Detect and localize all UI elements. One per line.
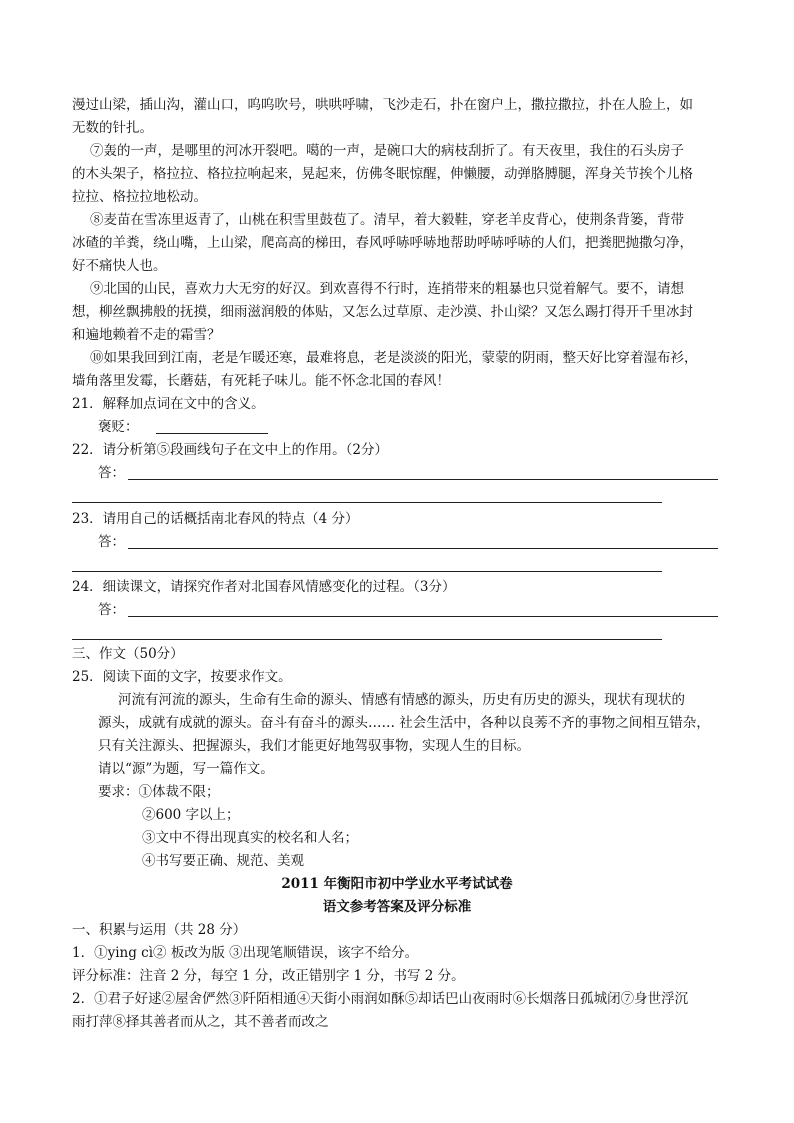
passage-line: 冰碴的羊粪，绕山嘴，上山梁，爬高高的梯田，春风呼哧呼哧地帮助呼哧呼哧的人们，把粪肥抛撒匀净， [72, 235, 693, 251]
passage-line: ⑨北国的山民，喜欢力大无穷的好汉。到欢喜得不行时，连捎带来的粗暴也只觉着解气。要不，请想 [90, 281, 684, 297]
q21-answer-blank[interactable] [156, 432, 268, 434]
answer-label: 答： [98, 465, 125, 481]
answer-section-1: 一、积累与运用（共 28 分） [72, 922, 247, 938]
q24-answer-line[interactable] [72, 638, 662, 640]
passage-line: 无数的针扎。 [72, 120, 153, 136]
section-composition: 三、作文（50分） [72, 646, 184, 662]
passage-line: ⑩如果我回到江南，老是乍暖还寒，最难将息，老是淡淡的阳光，蒙蒙的阴雨，整天好比穿着湿布衫， [90, 350, 698, 366]
question-22: 22．请分析第⑤段画线句子在文中上的作用。（2分） [72, 442, 389, 458]
passage-line: ⑦轰的一声，是哪里的河冰开裂吧。噶的一声，是碗口大的病枝刮折了。有天夜里，我住的石头房子 [90, 143, 684, 159]
passage-line: 拉拉、格拉拉地松动。 [72, 189, 207, 205]
composition-requirement: ②600 字以上； [142, 807, 240, 823]
composition-requirement: ④书写要正确、规范、美观 [142, 853, 304, 869]
composition-requirement: ③文中不得出现真实的校名和人名； [142, 830, 358, 846]
q23-answer-line[interactable] [128, 547, 718, 549]
answer-2: 2．①君子好逑②屋舍俨然③阡陌相通④天街小雨润如酥⑤却话巴山夜雨时⑥长烟落日孤城闭⑦身世浮沉 [72, 991, 689, 1007]
passage-line: 漫过山梁，插山沟，灌山口，呜呜吹号，哄哄呼啸，飞沙走石，扑在窗户上，撒拉撒拉，扑在人脸上，如 [72, 97, 693, 113]
composition-requirements: 要求：①体裁不限； [98, 784, 220, 800]
composition-prompt: 请以“源”为题，写一篇作文。 [98, 761, 274, 777]
passage-line: ⑧麦苗在雪冻里返青了，山桃在积雪里鼓苞了。清早，着大毅鞋，穿老羊皮背心，使荆条背篓，背带 [90, 212, 684, 228]
answer-1-scoring: 评分标准：注音 2 分，每空 1 分，改正错别字 1 分，书写 2 分。 [72, 968, 465, 984]
q22-answer-line[interactable] [72, 501, 662, 503]
question-23: 23．请用自己的话概括南北春风的特点（4 分） [72, 511, 359, 527]
question-25: 25．阅读下面的文字，按要求作文。 [72, 669, 292, 685]
q23-answer-line[interactable] [72, 570, 662, 572]
answer-1: 1．①ying cì② 板改为版 ③出现笔顺错误，该字不给分。 [72, 945, 419, 961]
passage-line: 和遍地赖着不走的霜雪？ [72, 327, 221, 343]
answer-label: 答： [98, 534, 125, 550]
question-24: 24．细读课文，请探究作者对北国春风情感变化的过程。（3分） [72, 579, 456, 595]
passage-line: 的木头架子，格拉拉、格拉拉响起来，晃起来，仿佛冬眠惊醒，伸懒腰，动弹胳膊腿，浑身关节挨个儿格 [72, 166, 693, 182]
passage-line: 想，柳丝飘拂般的抚摸，细雨滋润般的体贴，又怎么过草原、走沙漠、扑山梁？又怎么踢打得开千里冰封 [72, 304, 693, 320]
composition-text: 河流有河流的源头，生命有生命的源头、情感有情感的源头，历史有历史的源头，现状有现状的 [118, 692, 685, 708]
answer-label: 答： [98, 602, 125, 618]
answer-key-subtitle: 语文参考答案及评分标准 [322, 899, 472, 915]
passage-line: 好不痛快人也。 [72, 258, 167, 274]
q22-answer-line[interactable] [128, 478, 718, 480]
answer-key-title: 2011 年衡阳市初中学业水平考试试卷 [281, 876, 513, 892]
composition-text: 源头，成就有成就的源头。奋斗有奋斗的源头…… 社会生活中，各种以良莠不齐的事物之间相互错杂， [98, 715, 710, 731]
q24-answer-line[interactable] [128, 615, 718, 617]
passage-line: 墙角落里发霉，长蘑菇，有死耗子味儿。能不怀念北国的春风！ [72, 373, 450, 389]
question-21: 21．解释加点词在文中的含义。 [72, 396, 265, 412]
answer-2: 雨打萍⑧择其善者而从之，其不善者而改之 [72, 1014, 329, 1030]
q21-word: 褒贬： [98, 419, 139, 435]
composition-text: 只有关注源头、把握源头，我们才能更好地驾驭事物，实现人生的目标。 [98, 738, 530, 754]
